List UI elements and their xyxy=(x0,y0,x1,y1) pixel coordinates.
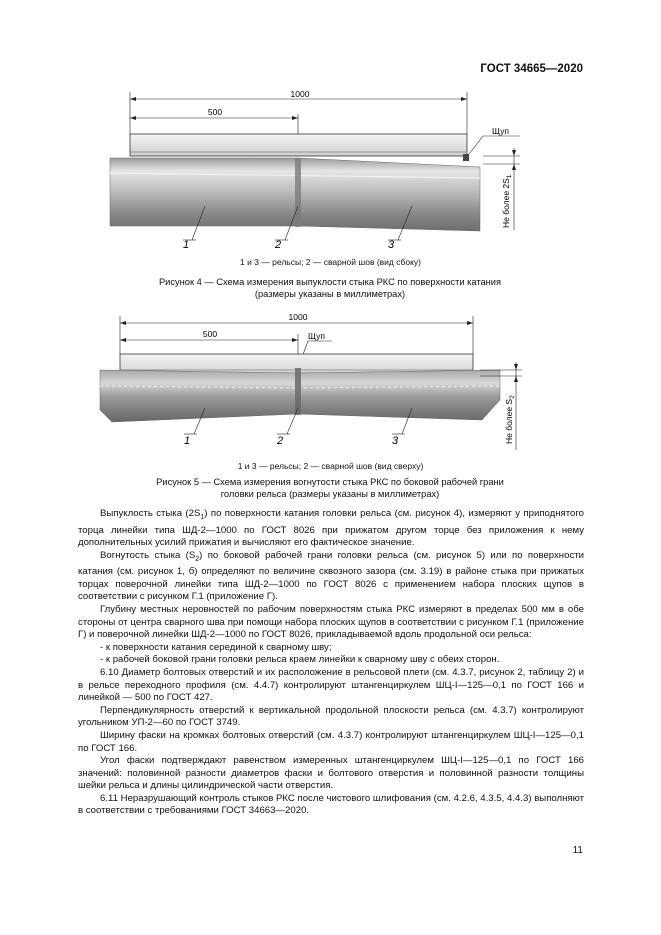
paragraph-chamfer-angle: Угол фаски подтверждают равенством измеренных штангенциркулем ШЦ-I—125—0,1 по ГОСТ 166 значений: половинной разности диаметров фаски и болтового отверстия и половинной разности толщины шейки рельса и длины цилиндрической части отверстия. xyxy=(78,755,584,792)
figure-4-caption-line-2: (размеры указаны в миллиметрах) xyxy=(254,289,406,299)
straightedge-ruler xyxy=(130,134,467,156)
page-number: 11 xyxy=(572,845,583,856)
figure-4-caption xyxy=(110,276,550,300)
figure-5-caption-line-1: Рисунок 5 — Схема измерения вогнутости стыка РКС по боковой рабочей грани xyxy=(156,477,504,487)
feeler-probe xyxy=(463,154,469,161)
figure-4-drawing xyxy=(0,88,661,268)
figure-5-drawing xyxy=(0,310,661,460)
document-id: ГОСТ 34665—2020 xyxy=(480,63,583,75)
paragraph-concavity: Вогнутость стыка $(S_2)$ по боковой рабочей грани головки рельса (см. рисунок 5) или по поверхности катания (см. рисунок 1, б) определяют по величине сквозного зазора (см. 3.19) в районе стыка при прижатых торцах поверочной линейки типа ШД-2—1000 по ГОСТ 8026 с применением набора плоских щупов в соответствии с рисунком Г.1 (приложение Г). xyxy=(78,549,584,603)
paragraph-chamfer-width: Ширину фаски на кромках болтовых отверстий (см. 4.3.7) контролируют штангенциркулем ШЦ-I—125—0,1 по ГОСТ 166. xyxy=(78,729,584,754)
probe-label: Щуп xyxy=(492,126,510,136)
dimension-1000-label: 1000 xyxy=(290,89,310,99)
figure-5-caption xyxy=(110,476,550,500)
part-3-label: 3 xyxy=(388,239,395,251)
vertical-gap-label: Не более $S_2$ xyxy=(504,395,516,444)
paragraph-6-11: 6.11 Неразрушающий контроль стыков РКС после чистового шлифования (см. 4.2.6, 4.3.5, 4.4.3) выполняют в соответствии с требованиями ГОСТ 34663—2020. xyxy=(78,792,584,817)
weld-seam xyxy=(295,368,301,415)
dimension-500-label: 500 xyxy=(202,329,218,339)
part-3-label: 3 xyxy=(392,435,399,447)
dimension-500-label: 500 xyxy=(207,107,223,117)
figure-4-legend: 1 и 3 — рельсы; 2 — сварной шов (вид сбоку) xyxy=(240,257,421,267)
part-1-label: 1 xyxy=(183,239,190,251)
figure-4-caption-line-1: Рисунок 4 — Схема измерения выпуклости стыка РКС по поверхности катания xyxy=(158,277,502,287)
figure-5-caption-line-2: головки рельса (размеры указаны в миллиметрах) xyxy=(220,489,440,499)
body-text xyxy=(78,508,584,818)
dimension-1000-label: 1000 xyxy=(288,312,308,322)
paragraph-perpendicularity: Перпендикулярность отверстий к вертикальной продольной плоскости рельса (см. 4.3.7) контролируют угольником УП-2—60 по ГОСТ 3749. xyxy=(78,704,584,729)
part-2-label: 2 xyxy=(277,435,284,447)
weld-seam xyxy=(295,158,301,227)
paragraph-6-10: 6.10 Диаметр болтовых отверстий и их расположение в рельсовой плети (см. 4.3.7, рисунок 2, таблицу 2) и в рельсе переходного профиля (см. 4.4.7) контролируют штангенциркулем ШЦ-I—125—0,1 по ГОСТ 166 и линейкой — 500 по ГОСТ 427. xyxy=(78,666,584,704)
probe-label: Щуп xyxy=(308,331,326,341)
figure-5-legend: 1 и 3 — рельсы; 2 — сварной шов (вид сверху) xyxy=(237,461,424,471)
list-item: - к рабочей боковой грани головки рельса краем линейки к сварному шву с обеих сторон. xyxy=(100,654,500,666)
list-item: - к поверхности катания серединой к сварному шву; xyxy=(100,641,332,653)
paragraph-convexity: Выпуклость стыка $(2S_1)$ по поверхности катания головки рельса (см. рисунок 4), измеряют у приподнятого торца линейки типа ШД-2—1000 по ГОСТ 8026 при прижатом другом торце без приложения к нему дополнительных усилий прижатия и вычисляют его фактическое значение. xyxy=(78,508,584,549)
vertical-gap-label: Не более $2S_1$ xyxy=(501,174,513,228)
part-2-label: 2 xyxy=(275,239,282,251)
paragraph-local-irregularities: Глубину местных неровностей по рабочим поверхностям стыка РКС измеряют в пределах 500 мм в обе стороны от центра сварного шва при помощи набора плоских щупов в соответствии с рисунком Г.1 (приложение Г) и поверочной линейки ШД-2—1000 по ГОСТ 8026, прикладываемой вдоль продольной оси рельса: xyxy=(78,603,584,641)
part-1-label: 1 xyxy=(184,435,191,447)
